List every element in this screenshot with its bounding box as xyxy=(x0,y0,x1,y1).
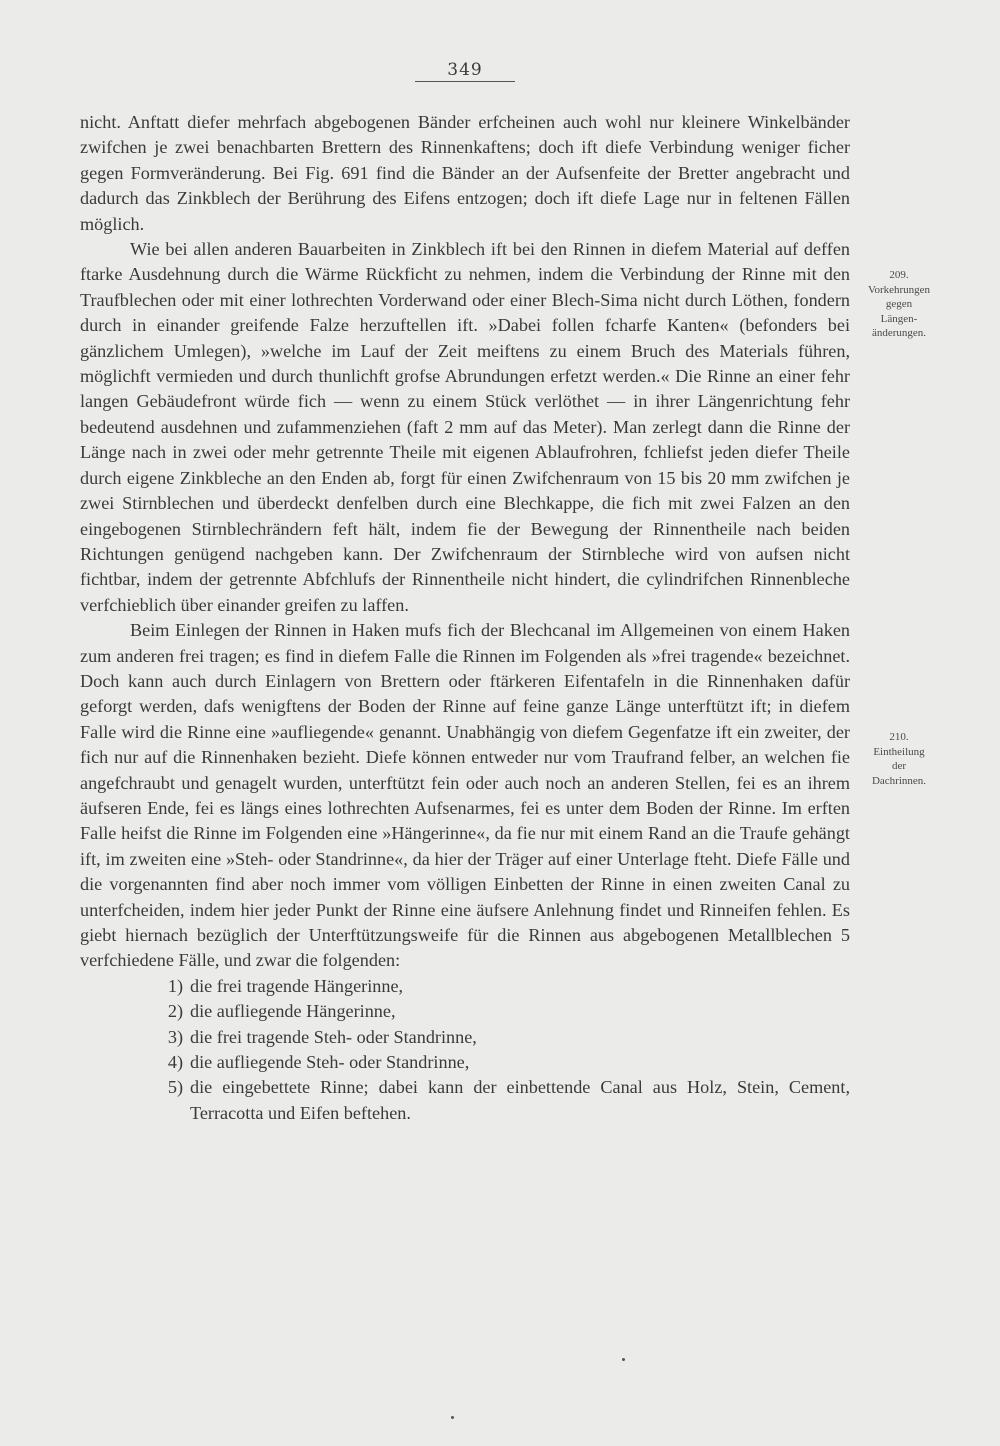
list-item-number: 2) xyxy=(167,1001,183,1022)
margin-note-line: änderungen. xyxy=(871,327,927,339)
margin-note-210 xyxy=(855,730,943,788)
list-item xyxy=(80,1050,850,1075)
list-item xyxy=(80,999,850,1024)
list-item-number: 4) xyxy=(167,1052,183,1073)
margin-note-number: 210. xyxy=(889,731,909,743)
list-item-text: die eingebettete Rinne; dabei kann der einbettende Canal aus Holz, Stein, Cement, Terracotta und Eifen beftehen. xyxy=(190,1077,850,1123)
ink-speck xyxy=(622,1358,625,1361)
list-item-text: die frei tragende Hängerinne, xyxy=(190,975,404,996)
ink-speck xyxy=(451,1416,454,1419)
enumerated-list xyxy=(80,974,850,1126)
margin-note-number: 209. xyxy=(889,269,909,281)
list-item xyxy=(80,1025,850,1050)
paragraph-1: nicht. Anftatt diefer mehrfach abgebogenen Bänder erfcheinen auch wohl nur kleinere Winkelbänder zwifchen je zwei benachbarten Brettern des Rinnenkaftens; doch ift diefe Verbindung weniger ficher gegen Formveränderung. Bei Fig. 691 find die Bänder an der Aufsenfeite der Bretter angebracht und dadurch das Zinkblech der Berührung des Eifens entzogen; doch ift diefe Lage nur in feltenen Fällen möglich. xyxy=(80,112,850,234)
paragraph-2: Wie bei allen anderen Bauarbeiten in Zinkblech ift bei den Rinnen in diefem Material auf deffen ftarke Ausdehnung durch die Wärme Rückficht zu nehmen, indem die Verbindung der Rinne mit den Traufblechen oder mit einer lothrechten Vorderwand oder einer Blech-Sima nicht durch Löthen, fondern durch in einander greifende Falze herzuftellen ift. »Dabei follen fcharfe Kanten« (befonders bei gänzlichem Umlegen), »welche im Lauf der Zeit meiftens zu einem Bruch des Materials führen, möglichft vermieden und durch thunlichft grofse Abrundungen erfetzt werden.« Die Rinne an einer fehr langen Gebäudefront würde fich — wenn zu einem Stück verlöthet — in ihrer Längenrichtung fehr bedeutend ausdehnen und zufammenziehen (faft 2 mm auf das Meter). Man zerlegt dann die Rinne der Länge nach in zwei oder mehr getrennte Theile mit eigenen Ablaufrohren, fchliefst jeden diefer Theile durch eigene Zinkbleche an den Enden ab, forgt für einen Zwifchenraum von 15 bis 20 mm zwifchen je zwei Stirnblechen und überdeckt denfelben durch eine Blechkappe, die fich mit zwei Falzen an den eingebogenen Stirnblechrändern feft hält, indem fie der Bewegung der Rinnentheile nach beiden Richtungen genügend nachgeben kann. Der Zwifchenraum der Stirnbleche wird von aufsen nicht fichtbar, indem der getrennte Abfchlufs der Rinnentheile nicht hindert, die cylindrifchen Rinnenbleche verfchieblich über einander greifen zu laffen. xyxy=(80,239,850,615)
list-item-text: die aufliegende Hängerinne, xyxy=(190,1001,396,1022)
margin-note-209 xyxy=(855,268,943,341)
list-item xyxy=(80,974,850,999)
list-item-text: die aufliegende Steh- oder Standrinne, xyxy=(190,1052,470,1073)
list-item-number: 5) xyxy=(167,1077,183,1098)
paragraph-3: Beim Einlegen der Rinnen in Haken mufs fich der Blechcanal im Allgemeinen von einem Haken zum anderen frei tragen; es find in diefem Falle die Rinnen im Folgenden als »frei tragende« bezeichnet. Doch kann auch durch Einlagern von Brettern oder ftärkeren Eifentafeln in die Rinnenhaken dafür geforgt werden, dafs wenigftens der Boden der Rinne auf feine ganze Länge unterftützt ift; in diefem Falle wird die Rinne eine »aufliegende« genannt. Unabhängig von diefem Gegenfatze ift ein zweiter, der fich nur auf die Rinnenhaken bezieht. Diefe können entweder nur vom Traufrand felber, an welchen fie angefchraubt und genagelt wurden, unterftützt fein oder auch noch an anderen Stellen, fei es an ihrem äufseren Ende, fei es längs eines lothrechten Aufsenarmes, fei es unter dem Boden der Rinne. Im erften Falle heifst die Rinne im Folgenden eine »Hängerinne«, da fie nur mit einem Rand an die Traufe gehängt ift, im zweiten eine »Steh- oder Standrinne«, da hier der Träger auf einer Unterlage fteht. Diefe Fälle und die vorgenannten find aber noch immer vom völligen Einbetten der Rinne in einen zweiten Canal zu unterfcheiden, indem hier jeder Punkt der Rinne eine äufsere Anlehnung findet und Rinneifen fehlen. Es giebt hiernach bezüglich der Unterftützungsweife für die Rinnen aus abgebogenen Metallblechen 5 verfchiedene Fälle, und zwar die folgenden: xyxy=(80,620,850,971)
margin-note-line: der xyxy=(891,760,907,772)
list-item-number: 3) xyxy=(167,1026,183,1047)
page-number: 349 xyxy=(415,60,515,82)
margin-note-line: Eintheilung xyxy=(873,745,925,758)
margin-note-line: Längen- xyxy=(880,312,918,325)
margin-note-line: Vorkehrungen xyxy=(867,283,931,296)
list-item-text: die frei tragende Steh- oder Standrinne, xyxy=(190,1026,477,1047)
margin-note-line: Dachrinnen. xyxy=(871,774,927,787)
margin-note-line: gegen xyxy=(885,298,913,310)
body-text xyxy=(80,110,850,1126)
list-item-number: 1) xyxy=(167,975,183,996)
list-item xyxy=(80,1075,850,1126)
